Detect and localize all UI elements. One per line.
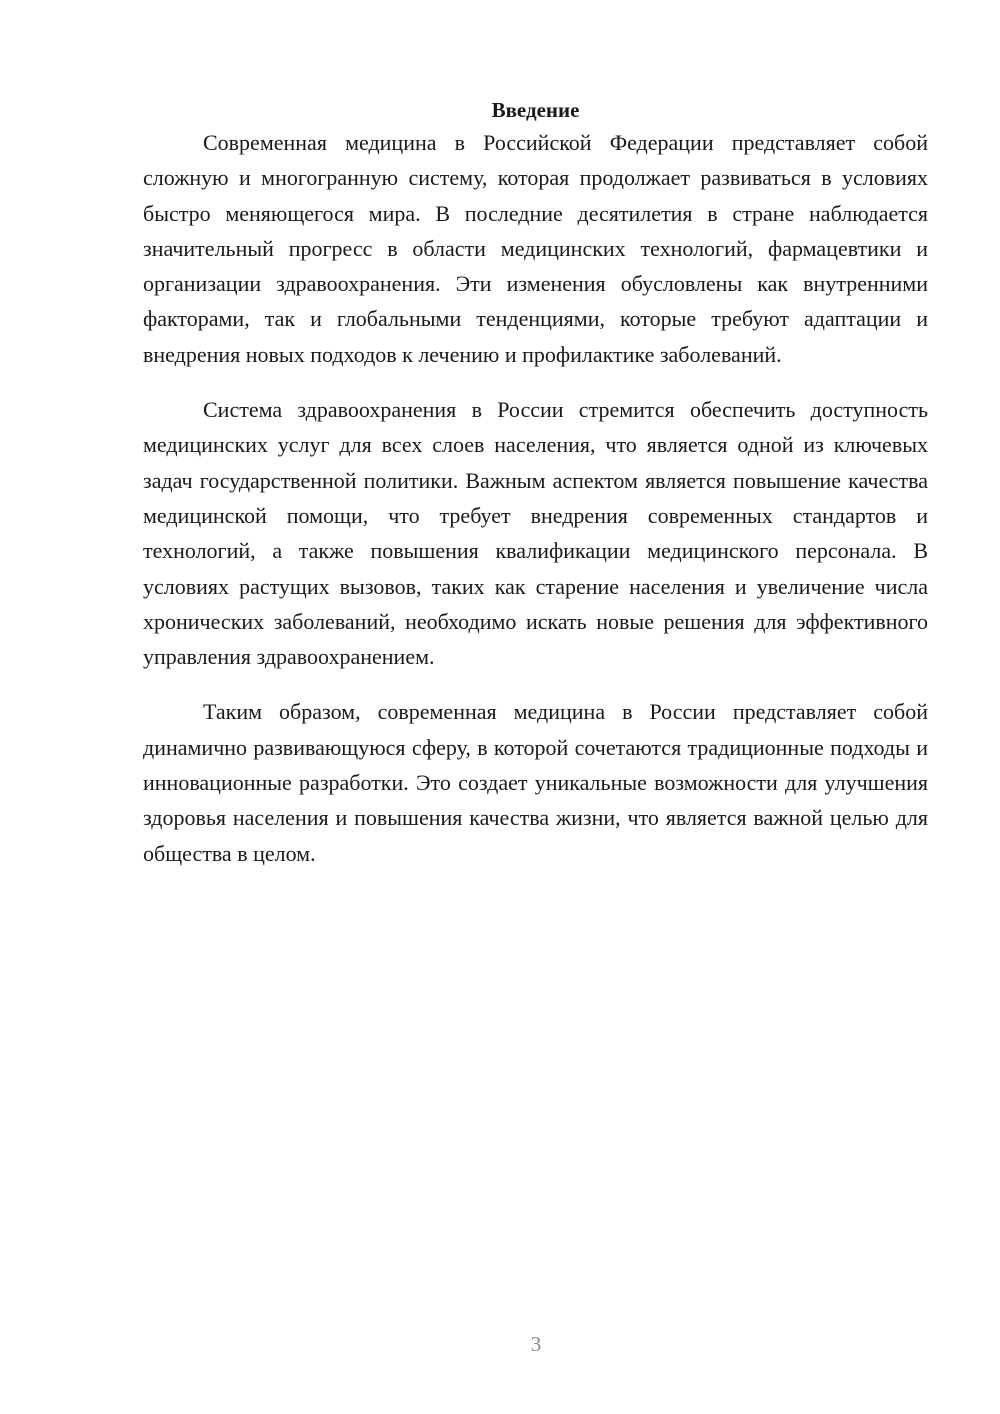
paragraph-1: Современная медицина в Российской Федерации представляет собой сложную и многогранную систему, которая продолжает развиваться в условиях быстро меняющегося мира. В последние десятилетия в стране наблюдается значительный прогресс в области медицинских технологий, фармацевтики и организации здравоохранения. Эти изменения обусловлены как внутренними факторами, так и глобальными тенденциями, которые требуют адаптации и внедрения новых подходов к лечению и профилактике заболеваний. — [143, 130, 928, 367]
paragraph-2: Система здравоохранения в России стремится обеспечить доступность медицинских услуг для всех слоев населения, что является одной из ключевых задач государственной политики. Важным аспектом является повышение качества медицинской помощи, что требует внедрения современных стандартов и технологий, а также повышения квалификации медицинского персонала. В условиях растущих вызовов, таких как старение населения и увеличение числа хронических заболеваний, необходимо искать новые решения для эффективного управления здравоохранением. — [143, 397, 928, 670]
page-number: 3 — [530, 1332, 542, 1356]
page-content — [143, 95, 928, 871]
paragraph-3: Таким образом, современная медицина в России представляет собой динамично развивающуюся сферу, в которой сочетаются традиционные подходы и инновационные разработки. Это создает уникальные возможности для улучшения здоровья населения и повышения качества жизни, что является важной целью для общества в целом. — [143, 699, 928, 866]
section-heading: Введение — [491, 98, 580, 122]
